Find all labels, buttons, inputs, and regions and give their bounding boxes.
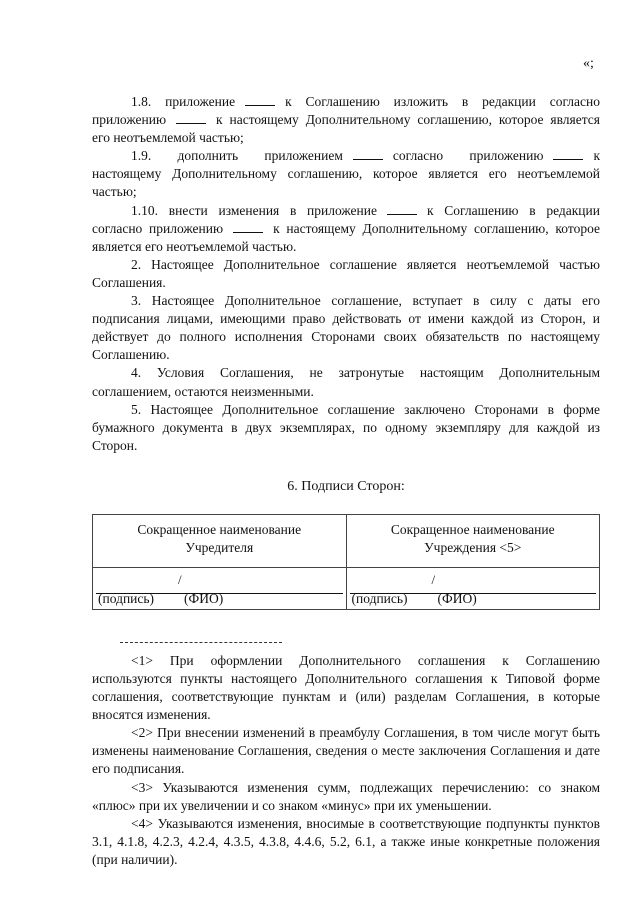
fio-label: (ФИО)	[184, 590, 224, 606]
item-1-9-text-c: к настоящему Дополнительному соглашению, которое является его неотъемлемой частью;	[92, 148, 600, 200]
footnote-3: <3> Указываются изменения сумм, подлежащих перечислению: со знаком «плюс» при их увеличении и со знаком «минус» при их уменьшении.	[92, 779, 600, 813]
item-1-10-text-b: к Соглашению в редакции согласно приложению	[92, 202, 600, 236]
item-1-10	[92, 202, 600, 256]
item-1-9-text-a: 1.9. дополнить приложением	[131, 148, 343, 164]
signatures-heading: 6. Подписи Сторон:	[287, 478, 405, 494]
founder-signature-slash: /	[178, 571, 182, 587]
founder-header	[93, 514, 347, 567]
founder-signature-caption	[98, 591, 223, 607]
item-1-10-text-a: 1.10. внести изменения в приложение	[131, 202, 377, 218]
document-body	[92, 93, 600, 869]
footnote-2: <2> При внесении изменений в преамбулу Соглашения, в том числе могут быть изменены наименование Соглашения, сведения о месте заключения Соглашения и дате его подписания.	[92, 725, 600, 777]
institution-signature-cell	[346, 567, 600, 609]
clause-5: 5. Настоящее Дополнительное соглашение заключено Сторонами в форме бумажного документа в двух экземплярах, по одному экземпляру для каждой из Сторон.	[92, 401, 600, 453]
clause-3: 3. Настоящее Дополнительное соглашение, вступает в силу с даты его подписания лицами, имеющими право действовать от имени каждой из Сторон, и действует до полного исполнения Сторонами своих обязательств по настоящему Соглашению.	[92, 293, 600, 363]
item-1-9	[92, 147, 600, 201]
founder-header-line1: Сокращенное наименование	[137, 521, 302, 537]
footnote-4: <4> Указываются изменения, вносимые в соответствующие подпункты пунктов 3.1, 4.1.8, 4.2.3, 4.2.4, 4.3.5, 4.3.8, 4.4.6, 5.2, 6.1, а также иные конкретные положения (при наличии).	[92, 815, 600, 867]
founder-header-line2: Учредителя	[185, 539, 254, 555]
page-marker: «;	[583, 56, 594, 71]
clause-2: 2. Настоящее Дополнительное соглашение является неотъемлемой частью Соглашения.	[92, 256, 600, 290]
blank-field	[387, 203, 417, 215]
clause-4: 4. Условия Соглашения, не затронутые настоящим Дополнительным соглашением, остаются неизменными.	[92, 365, 600, 399]
blank-field	[553, 148, 583, 160]
signature-label: (подпись)	[351, 590, 408, 606]
footnotes	[92, 652, 600, 869]
footnote-1: <1> При оформлении Дополнительного соглашения к Соглашению используются пункты настоящего Дополнительного соглашения к Типовой форме соглашения, соответствующие пунктам и (или) разделам Соглашения, в которые вносятся изменения.	[92, 652, 600, 723]
item-1-10-text-c: к настоящему Дополнительному соглашению, которое является его неотъемлемой частью.	[92, 220, 600, 254]
item-1-8	[92, 93, 600, 147]
blank-field	[353, 148, 383, 160]
item-1-8-text-a: 1.8. приложение	[131, 94, 236, 109]
founder-signature-cell	[93, 567, 347, 609]
institution-signature-slash: /	[431, 571, 436, 587]
institution-header	[346, 514, 600, 567]
blank-field	[233, 221, 263, 233]
institution-header-line1: Сокращенное наименование	[390, 521, 555, 537]
institution-header-line2: Учреждения <5>	[424, 539, 522, 555]
item-1-9-text-b: согласно приложению	[392, 148, 544, 164]
signature-table	[92, 514, 600, 610]
signature-label: (подпись)	[98, 590, 155, 606]
footnote-separator	[120, 642, 282, 643]
fio-label: (ФИО)	[437, 590, 477, 606]
blank-field	[176, 112, 206, 124]
item-1-8-text-c: к настоящему Дополнительному соглашению, которое является его неотъемлемой частью;	[92, 112, 600, 146]
blank-field	[245, 94, 275, 106]
item-1-8-text-b: к Соглашению изложить в редакции согласно приложению	[92, 94, 600, 128]
institution-signature-caption	[352, 591, 477, 607]
